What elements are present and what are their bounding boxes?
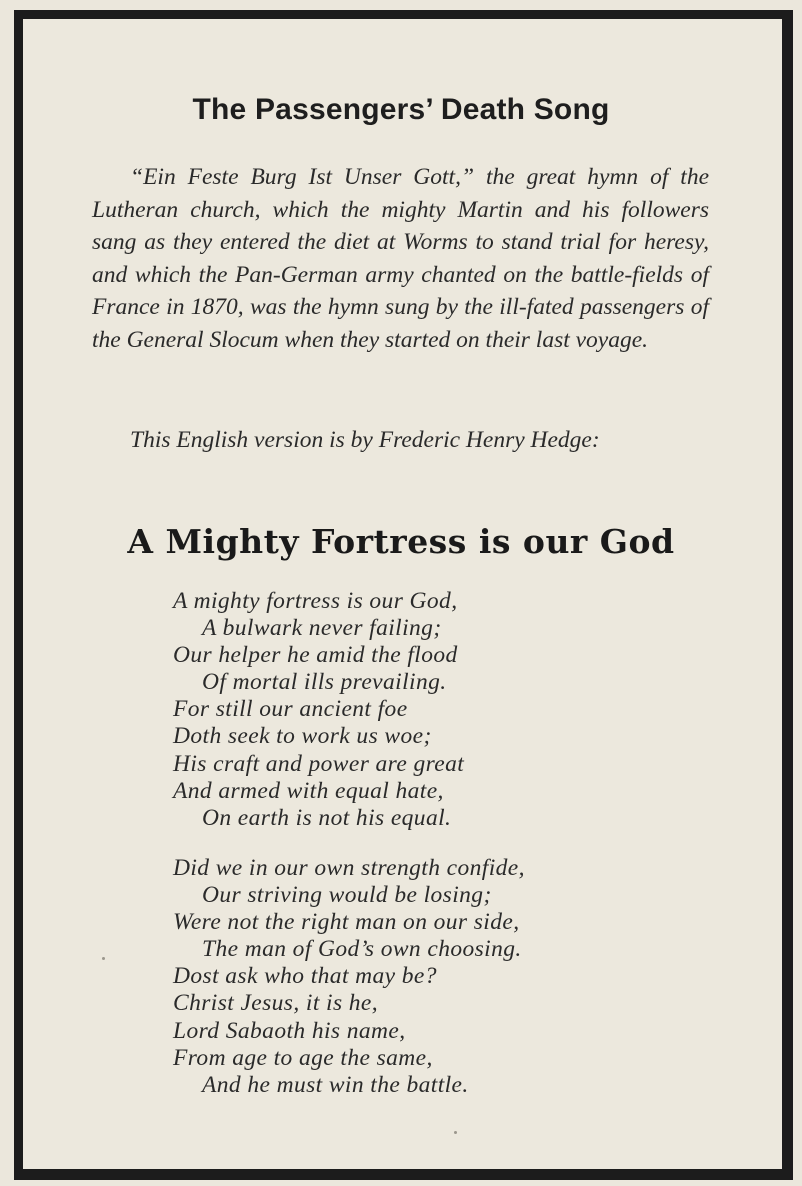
verse-line: Our helper he amid the flood [173,642,458,669]
verse-line: Of mortal ills prevailing. [202,669,447,696]
paper-speck [102,957,105,960]
verse-line: A bulwark never failing; [202,615,442,642]
hymn-title: A Mighty Fortress is our God [127,522,675,561]
verse-line: Doth seek to work us woe; [173,723,432,750]
verse-line: Christ Jesus, it is he, [173,990,379,1017]
verse-line: And he must win the battle. [202,1071,469,1098]
verse-line: A mighty fortress is our God, [173,588,458,614]
verse-line: Our striving would be losing; [202,882,492,909]
page-title: The Passengers’ Death Song [192,93,610,126]
verse-line: From age to age the same, [173,1044,433,1071]
verse-line: The man of God’s own choosing. [202,936,522,963]
verse-line: His craft and power are great [173,750,465,777]
verse-line: Did we in our own strength confide, [173,855,525,881]
verse-line: Dost ask who that may be? [173,963,437,990]
stanza-1 [173,588,464,832]
verse-line: And armed with equal hate, [173,777,444,804]
translator-note: This English version is by Frederic Henry Hedge: [130,427,600,453]
intro-paragraph: “Ein Feste Burg Ist Unser Gott,” the great hymn of the Lutheran church, which the mighty Martin and his followers sang as they entered the diet at Worms to stand trial for heresy, and which the Pan-German army chanted on the battle-fields of France in 1870, was the hymn sung by the ill-fated passengers of the General Slocum when they started on their last voyage. [92,164,709,353]
verse-line: On earth is not his equal. [202,804,452,831]
paper-speck [454,1131,457,1134]
verse-line: For still our ancient foe [173,696,408,723]
verse-line: Lord Sabaoth his name, [173,1017,406,1044]
verse-line: Were not the right man on our side, [173,909,520,936]
stanza-2 [173,855,525,1099]
